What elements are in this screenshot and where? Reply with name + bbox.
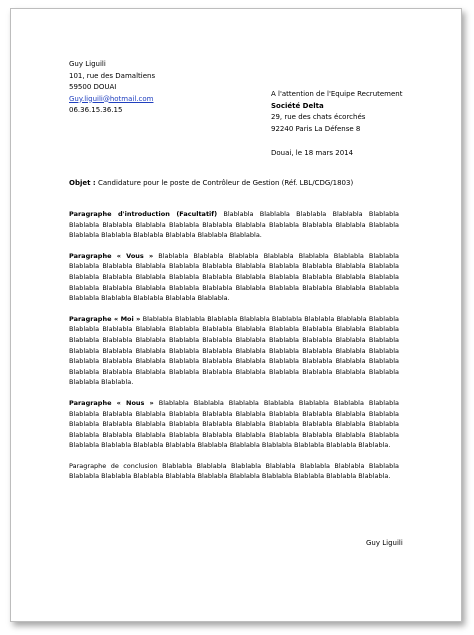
sender-email[interactable]: Guy.liguili@hotmail.com (69, 94, 154, 103)
paragraph-text: Blablabla Blablabla Blablabla Blablabla Blablabla Blablabla Blablabla Blablabla Blablabla Blablabla Blablabla Blablabla Blablabla Blablabla Blablabla Blablabla Blablabla Blablabla Blablabla Blablabla Blablabla Blablabla Blablabla Blablabla Blablabla Blablabla Blablabla Blablabla Blablabla Blablabla Blablabla Blablabla Blablabla Blablabla Blablabla Blablabla Blablabla Blablabla Blablabla Blablabla Blablabla Blablabla Blablabla Blablabla Blablabla Blablabla Blablabla Blablabla Blablabla Blablabla Blablabla Blablabla Blablabla Blablabla Blablabla Blablabla Blablabla Blablabla Blablabla Blablabla. (69, 314, 399, 387)
paragraph-text: Blablabla Blablabla Blablabla Blablabla Blablabla Blablabla Blablabla Blablabla Blablabla Blablabla Blablabla Blablabla Blablabla Blablabla Blablabla Blablabla Blablabla Blablabla Blablabla Blablabla Blablabla. (69, 210, 399, 240)
paragraph-nous (69, 398, 399, 451)
letter-page (10, 8, 462, 622)
paragraph-heading: Paragraphe « Nous » (69, 398, 154, 407)
paragraph-moi (69, 314, 399, 388)
sender-block (69, 59, 155, 117)
recipient-street: 29, rue des chats écorchés (271, 113, 366, 121)
subject-text: Candidature pour le poste de Contrôleur de Gestion (Réf. LBL/CDG/1803) (97, 179, 354, 187)
sender-phone: 06.36.15.36.15 (69, 106, 123, 114)
recipient-company: Société Delta (271, 101, 324, 110)
letter-body (69, 209, 399, 492)
letter-date: Douai, le 18 mars 2014 (271, 149, 354, 157)
recipient-block (271, 89, 402, 135)
paragraph-text: Paragraphe de conclusion Blablabla Blablabla Blablabla Blablabla Blablabla Blablabla Blablabla Blablabla Blablabla Blablabla Blablabla Blablabla Blablabla Blablabla Blablabla Blablabla Blablabla. (69, 461, 399, 481)
paragraph-vous (69, 251, 399, 304)
paragraph-heading: Paragraphe d'introduction (Facultatif) (69, 210, 218, 218)
paragraph-introduction (69, 209, 399, 241)
paragraph-text: Blablabla Blablabla Blablabla Blablabla Blablabla Blablabla Blablabla Blablabla Blablabla Blablabla Blablabla Blablabla Blablabla Blablabla Blablabla Blablabla Blablabla Blablabla Blablabla Blablabla Blablabla Blablabla Blablabla Blablabla Blablabla Blablabla Blablabla Blablabla Blablabla Blablabla Blablabla Blablabla Blablabla Blablabla Blablabla Blablabla Blablabla Blablabla Blablabla Blablabla Blablabla Blablabla. (69, 251, 399, 303)
recipient-city: 92240 Paris La Défense 8 (271, 124, 361, 133)
recipient-attention: A l'attention de l'Equipe Recrutement (271, 90, 403, 98)
sender-name: Guy Liguili (69, 60, 106, 68)
paragraph-text: Blablabla Blablabla Blablabla Blablabla Blablabla Blablabla Blablabla Blablabla Blablabla Blablabla Blablabla Blablabla Blablabla Blablabla Blablabla Blablabla Blablabla Blablabla Blablabla Blablabla Blablabla Blablabla Blablabla Blablabla Blablabla Blablabla Blablabla Blablabla Blablabla Blablabla Blablabla Blablabla Blablabla Blablabla Blablabla Blablabla Blablabla Blablabla Blablabla Blablabla Blablabla Blablabla Blablabla Blablabla Blablabla Blablabla Blablabla. (69, 398, 400, 450)
signature: Guy Liguili (366, 539, 403, 547)
sender-city: 59500 DOUAI (69, 83, 117, 91)
sender-street: 101, rue des Damaltiens (69, 71, 156, 80)
paragraph-heading: Paragraphe « Moi » (69, 314, 141, 323)
subject-line (69, 179, 353, 187)
paragraph-heading: Paragraphe « Vous » (69, 251, 154, 260)
paragraph-conclusion (69, 461, 399, 482)
subject-label: Objet : (69, 179, 96, 187)
